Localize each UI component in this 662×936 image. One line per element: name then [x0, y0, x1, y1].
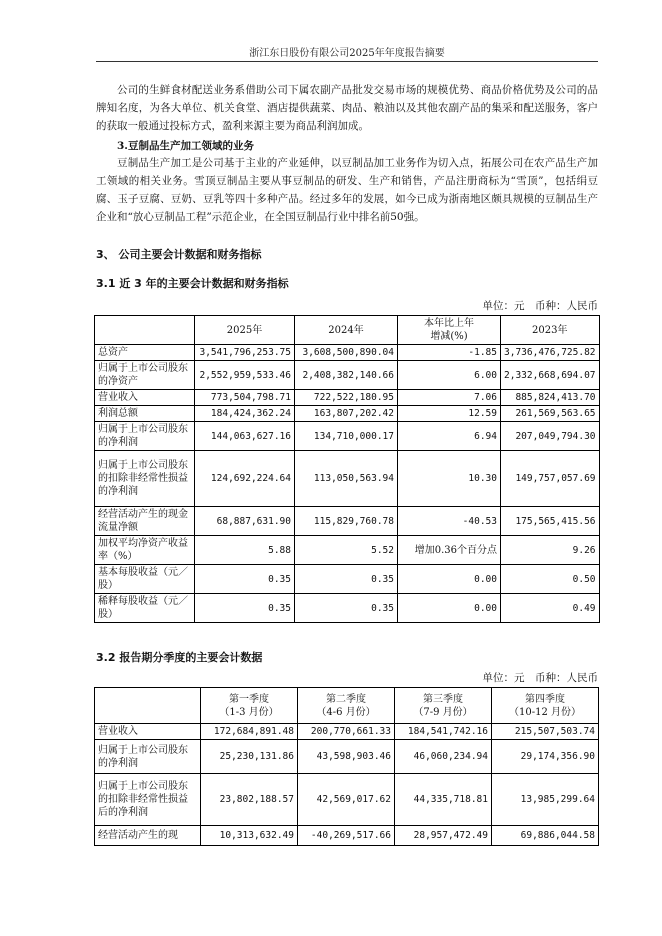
table-cell: 29,174,356.90	[492, 740, 599, 774]
table-cell: 124,692,224.64	[195, 451, 295, 507]
table-row	[95, 565, 600, 594]
row-label: 基本每股收益（元／股）	[95, 565, 195, 594]
table-row	[95, 507, 600, 536]
table-cell: 43,598,903.46	[298, 740, 395, 774]
column-header: 第一季度 （1-3 月份）	[201, 688, 298, 724]
table-cell: 184,541,742.16	[395, 724, 492, 740]
row-label: 归属于上市公司股东的扣除非经常性损益后的净利润	[95, 774, 201, 826]
section-3-2-title: 3.2 报告期分季度的主要会计数据	[96, 651, 263, 664]
table-cell: 113,050,563.94	[295, 451, 398, 507]
table-cell: 12.59	[398, 406, 501, 422]
column-header: 第四季度 （10-12 月份）	[492, 688, 599, 724]
row-label: 加权平均净资产收益率（%）	[95, 536, 195, 565]
table-cell: -40,269,517.66	[298, 826, 395, 846]
table-cell: 0.35	[195, 594, 295, 623]
table-cell: 115,829,760.78	[295, 507, 398, 536]
row-label: 归属于上市公司股东的净利润	[95, 422, 195, 451]
table-cell: 23,802,188.57	[201, 774, 298, 826]
table-cell: 0.00	[398, 594, 501, 623]
three-year-financial-table	[94, 315, 600, 623]
table2-unit-note: 单位：元 币种：人民币	[482, 672, 598, 684]
table-cell: 增加0.36个百分点	[398, 536, 501, 565]
table-cell: 773,504,798.71	[195, 390, 295, 406]
table-cell: 215,507,503.74	[492, 724, 599, 740]
table-row	[95, 451, 600, 507]
table-cell: 28,957,472.49	[395, 826, 492, 846]
row-label: 营业收入	[95, 724, 201, 740]
table-cell: -40.53	[398, 507, 501, 536]
column-header: 2023年	[501, 316, 600, 345]
row-label: 经营活动产生的现	[95, 826, 201, 846]
table-cell: 7.06	[398, 390, 501, 406]
table-row	[95, 740, 599, 774]
column-header	[95, 316, 195, 345]
table-row	[95, 361, 600, 390]
page-header: 浙江东日股份有限公司2025年年度报告摘要	[249, 48, 445, 59]
column-header: 第二季度 （4-6 月份）	[298, 688, 395, 724]
section-3-title: 3、 公司主要会计数据和财务指标	[96, 248, 262, 261]
column-header: 2025年	[195, 316, 295, 345]
quarterly-financial-table	[94, 687, 599, 846]
paragraph-fresh-food-distribution: 公司的生鲜食材配送业务系借助公司下属农副产品批发交易市场的规模优势、商品价格优势及公司的品牌知名度，为各大单位、机关食堂、酒店提供蔬菜、肉品、粮油以及其他农副产品的集采和配送服务，客户的获取一般通过投标方式，盈利来源主要为商品利润加成。	[96, 84, 598, 132]
subheading-soy-products: 3.豆制品生产加工领域的业务	[117, 140, 254, 152]
table-cell: 2,408,382,140.66	[295, 361, 398, 390]
table-row	[95, 774, 599, 826]
table-cell: 0.00	[398, 565, 501, 594]
paragraph-soy-products: 豆制品生产加工是公司基于主业的产业延伸，以豆制品加工业务作为切入点，拓展公司在农产品生产加工领域的相关业务。雪顶豆制品主要从事豆制品的研发、生产和销售，产品注册商标为“雪顶”，包括绢豆腐、玉子豆腐、豆奶、豆乳等四十多种产品。经过多年的发展，如今已成为浙南地区颇具规模的豆制品生产企业和“放心豆制品工程”示范企业，在全国豆制品行业中排名前50强。	[96, 157, 598, 223]
table-cell: 13,985,299.64	[492, 774, 599, 826]
table-cell: 9.26	[501, 536, 600, 565]
table-cell: 184,424,362.24	[195, 406, 295, 422]
table-cell: 722,522,180.95	[295, 390, 398, 406]
table-header-row	[95, 316, 600, 345]
table-cell: 0.50	[501, 565, 600, 594]
table-row	[95, 345, 600, 361]
table-cell: -1.85	[398, 345, 501, 361]
column-header: 第三季度 （7-9 月份）	[395, 688, 492, 724]
column-header: 2024年	[295, 316, 398, 345]
table-cell: 3,736,476,725.82	[501, 345, 600, 361]
table-cell: 0.35	[295, 594, 398, 623]
table-cell: 6.00	[398, 361, 501, 390]
table-row	[95, 724, 599, 740]
row-label: 经营活动产生的现金流量净额	[95, 507, 195, 536]
table-cell: 5.52	[295, 536, 398, 565]
table-header-row	[95, 688, 599, 724]
row-label: 归属于上市公司股东的扣除非经常性损益的净利润	[95, 451, 195, 507]
table-row	[95, 390, 600, 406]
column-header: 本年比上年 增减(%)	[398, 316, 501, 345]
table-row	[95, 406, 600, 422]
table-cell: 149,757,057.69	[501, 451, 600, 507]
row-label: 归属于上市公司股东的净利润	[95, 740, 201, 774]
table-cell: 5.88	[195, 536, 295, 565]
table-cell: 10,313,632.49	[201, 826, 298, 846]
section-3-1-title: 3.1 近 3 年的主要会计数据和财务指标	[96, 277, 289, 290]
table-cell: 3,541,796,253.75	[195, 345, 295, 361]
table-row	[95, 536, 600, 565]
table-row	[95, 422, 600, 451]
column-header	[95, 688, 201, 724]
table-cell: 44,335,718.81	[395, 774, 492, 826]
row-label: 利润总额	[95, 406, 195, 422]
header-rule	[96, 61, 598, 62]
table1-unit-note: 单位：元 币种：人民币	[482, 300, 598, 312]
table-cell: 2,552,959,533.46	[195, 361, 295, 390]
table-cell: 163,807,202.42	[295, 406, 398, 422]
table-cell: 172,684,891.48	[201, 724, 298, 740]
table-cell: 10.30	[398, 451, 501, 507]
table-cell: 0.35	[295, 565, 398, 594]
table-cell: 261,569,563.65	[501, 406, 600, 422]
table-row	[95, 826, 599, 846]
table-row	[95, 594, 600, 623]
table-cell: 207,049,794.30	[501, 422, 600, 451]
table-cell: 3,608,500,890.04	[295, 345, 398, 361]
table-cell: 175,565,415.56	[501, 507, 600, 536]
table-cell: 0.35	[195, 565, 295, 594]
table-cell: 144,063,627.16	[195, 422, 295, 451]
table-cell: 68,887,631.90	[195, 507, 295, 536]
row-label: 稀释每股收益（元／股）	[95, 594, 195, 623]
table-cell: 42,569,017.62	[298, 774, 395, 826]
row-label: 总资产	[95, 345, 195, 361]
table-cell: 6.94	[398, 422, 501, 451]
table-cell: 134,710,000.17	[295, 422, 398, 451]
table-cell: 25,230,131.86	[201, 740, 298, 774]
row-label: 营业收入	[95, 390, 195, 406]
table-cell: 200,770,661.33	[298, 724, 395, 740]
row-label: 归属于上市公司股东的净资产	[95, 361, 195, 390]
table-cell: 46,060,234.94	[395, 740, 492, 774]
table-cell: 2,332,668,694.07	[501, 361, 600, 390]
table-cell: 885,824,413.70	[501, 390, 600, 406]
table-cell: 0.49	[501, 594, 600, 623]
table-cell: 69,886,044.58	[492, 826, 599, 846]
